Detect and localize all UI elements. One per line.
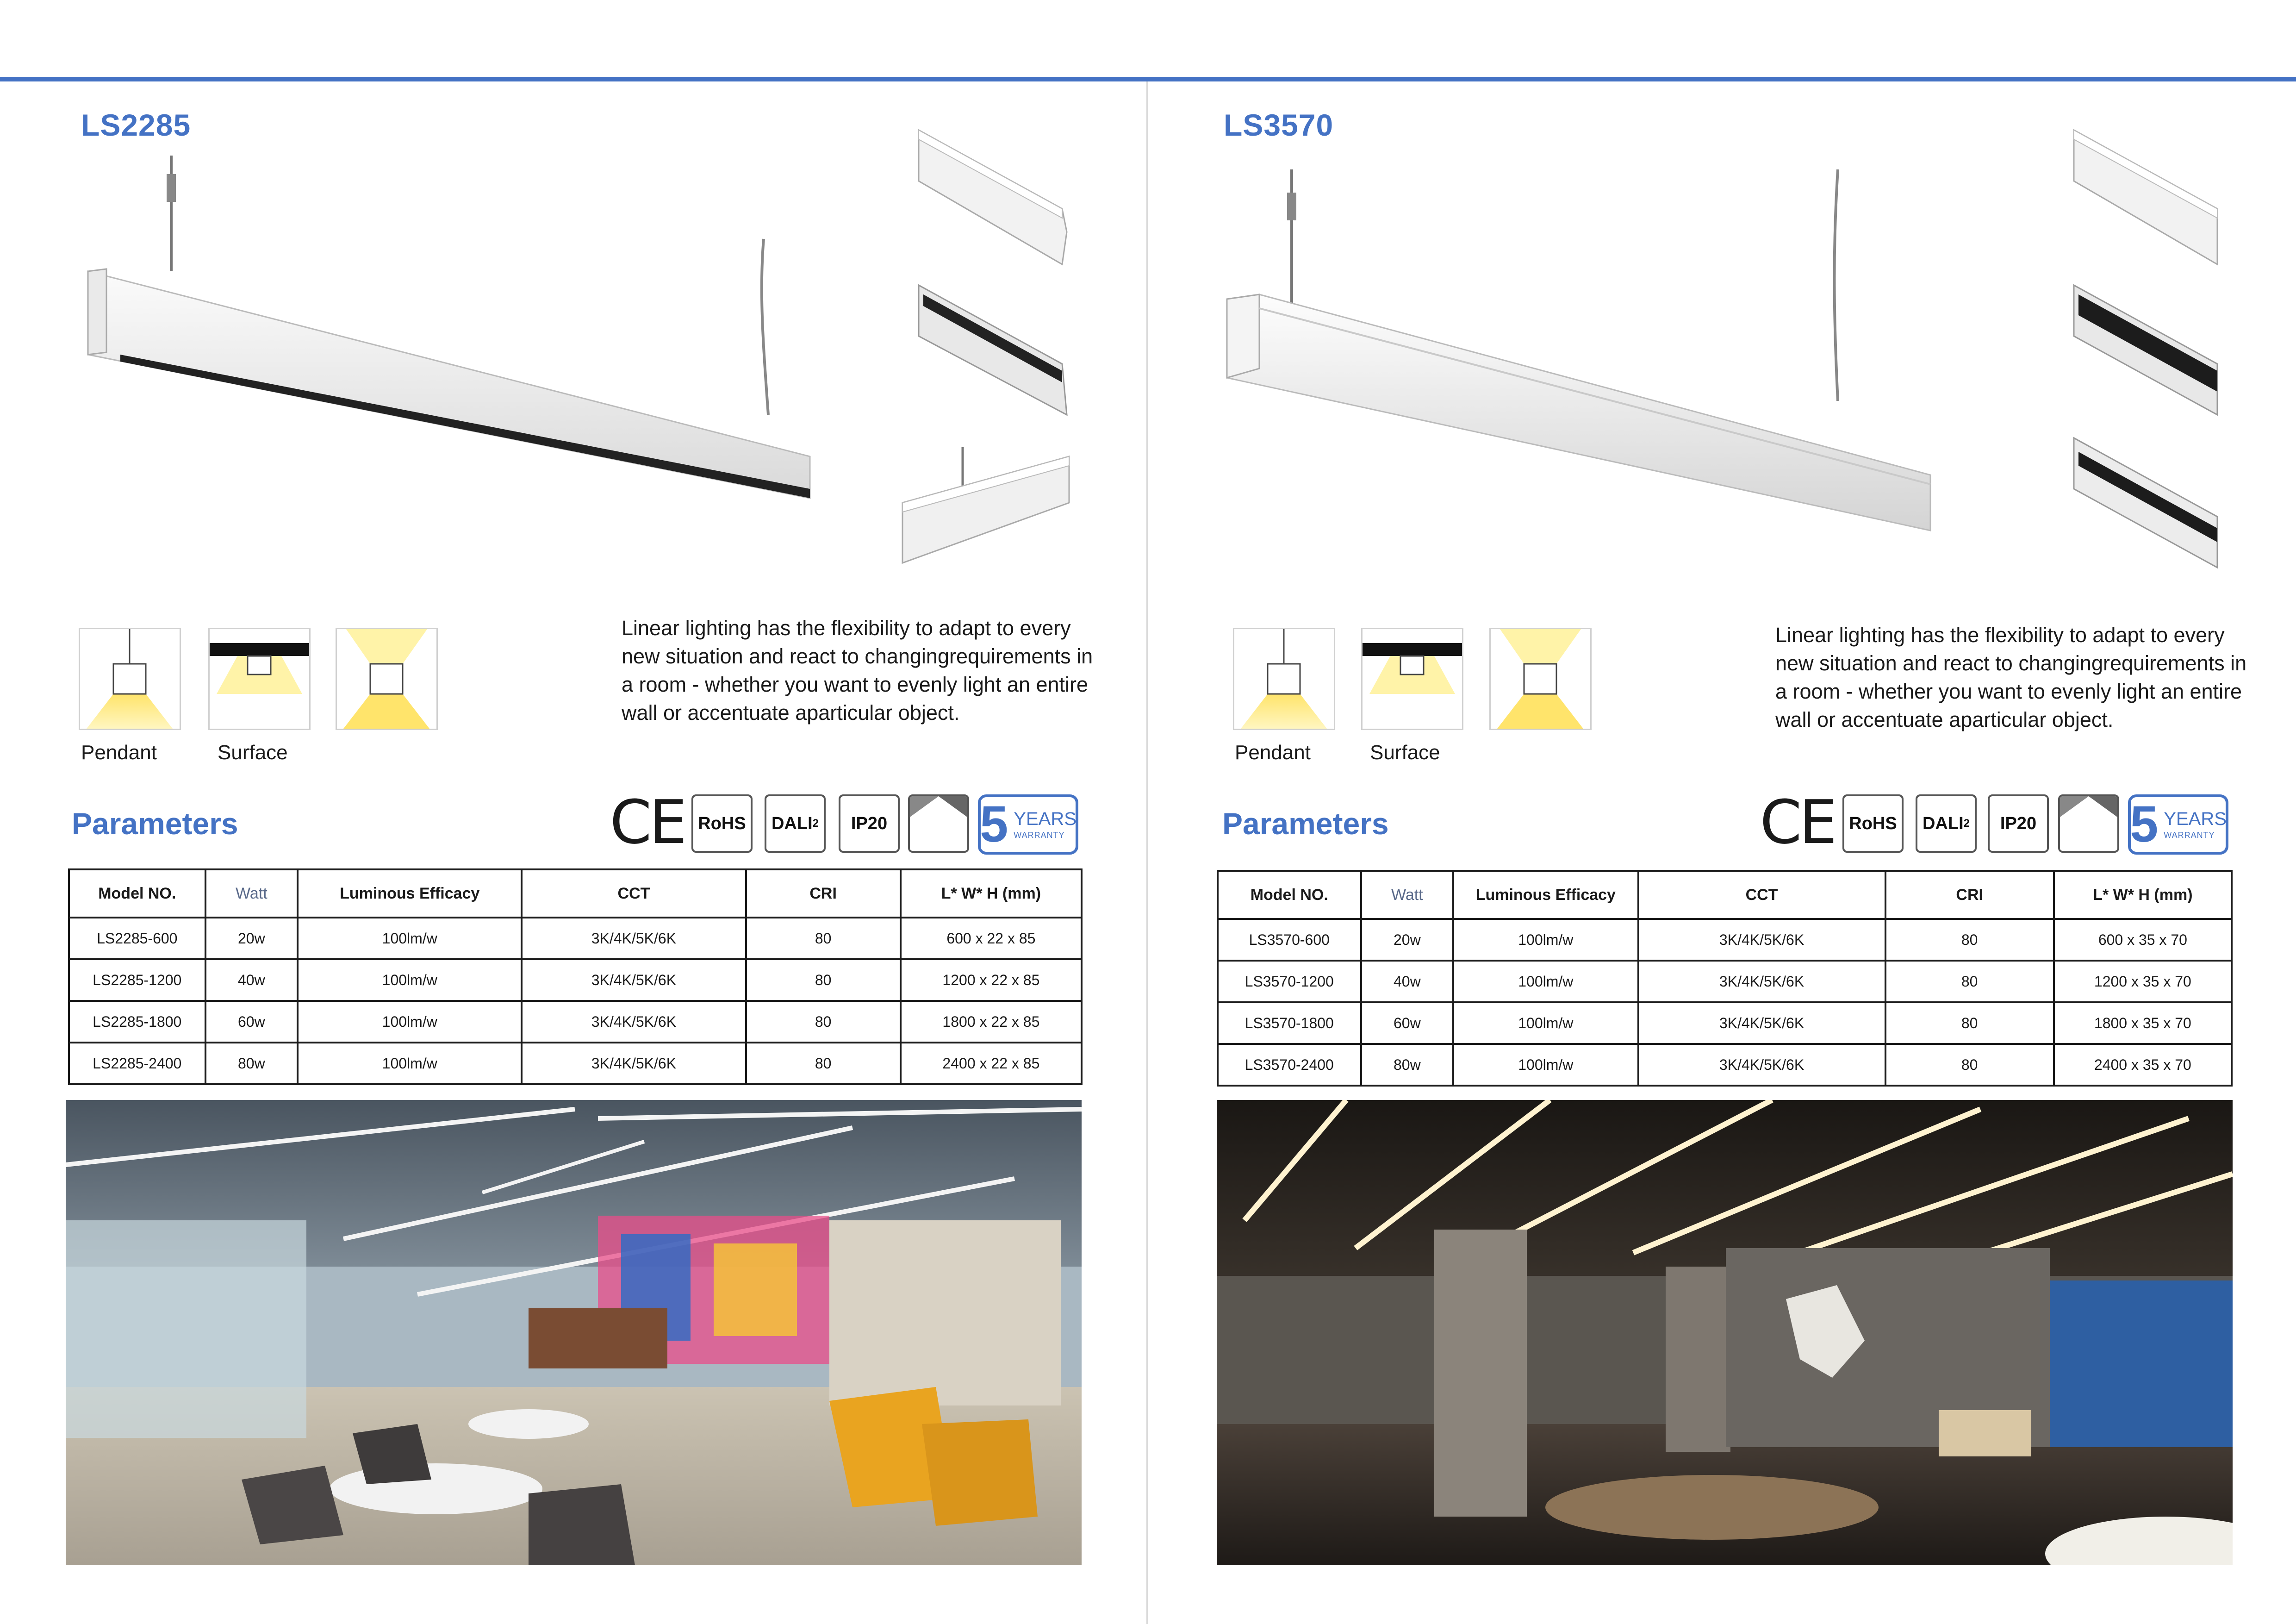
table-row [69, 1043, 1082, 1084]
cell-dimensions: 1800 x 35 x 70 [2054, 1002, 2232, 1044]
cell-cct: 3K/4K/5K/6K [522, 1043, 746, 1084]
warranty-number: 5 [2130, 796, 2159, 853]
product-main-image [1218, 169, 1958, 540]
warranty-badge [978, 794, 1078, 855]
header-rule [0, 77, 2296, 81]
table-row [1218, 1044, 2232, 1086]
table-row [69, 918, 1082, 959]
mount-pendant-icon [1233, 628, 1335, 730]
cell-efficacy: 100lm/w [1453, 961, 1638, 1002]
cell-watt: 40w [1361, 961, 1454, 1002]
cell-efficacy: 100lm/w [298, 918, 522, 959]
mount-updown-icon [1489, 628, 1592, 730]
cell-dimensions: 2400 x 35 x 70 [2054, 1044, 2232, 1086]
cell-model: LS2285-600 [69, 918, 205, 959]
mount-label-pendant: Pendant [1235, 741, 1311, 764]
cell-watt: 60w [205, 1001, 298, 1043]
header-efficacy: Luminous Efficacy [298, 869, 522, 918]
table-row [69, 959, 1082, 1001]
ip20-badge: IP20 [1988, 794, 2049, 853]
dali-sub: 2 [1963, 817, 1970, 830]
cell-cri: 80 [746, 959, 901, 1001]
thumb-profile-spots [2069, 276, 2227, 424]
cell-model: LS3570-600 [1218, 919, 1361, 961]
mount-updown-icon [336, 628, 438, 730]
header-watt: Watt [205, 869, 298, 918]
thumb-profile-grille [914, 276, 1071, 424]
dali-text: DALI [1922, 813, 1964, 833]
dali-badge [765, 794, 826, 853]
cell-dimensions: 600 x 35 x 70 [2054, 919, 2232, 961]
cell-dimensions: 2400 x 22 x 85 [901, 1043, 1082, 1084]
thumb-profile-top [2069, 125, 2227, 274]
cell-watt: 20w [205, 918, 298, 959]
dimmable-badge [2058, 794, 2119, 853]
header-cct: CCT [522, 869, 746, 918]
cell-cri: 80 [746, 918, 901, 959]
cell-watt: 80w [205, 1043, 298, 1084]
cell-dimensions: 600 x 22 x 85 [901, 918, 1082, 959]
cell-model: LS2285-1200 [69, 959, 205, 1001]
model-title: LS3570 [1224, 108, 1334, 142]
cell-efficacy: 100lm/w [298, 1001, 522, 1043]
office-interior-photo [66, 1100, 1082, 1565]
cell-model: LS2285-1800 [69, 1001, 205, 1043]
mount-label-surface: Surface [218, 741, 288, 764]
header-dimensions: L* W* H (mm) [2054, 871, 2232, 919]
cell-cri: 80 [746, 1001, 901, 1043]
cell-cri: 80 [746, 1043, 901, 1084]
cell-efficacy: 100lm/w [298, 959, 522, 1001]
parameters-title: Parameters [1222, 806, 1389, 841]
cell-watt: 80w [1361, 1044, 1454, 1086]
mount-label-pendant: Pendant [81, 741, 157, 764]
mount-surface-icon [1361, 628, 1463, 730]
mount-label-surface: Surface [1370, 741, 1440, 764]
header-dimensions: L* W* H (mm) [901, 869, 1082, 918]
header-watt: Watt [1361, 871, 1454, 919]
header-cri: CRI [746, 869, 901, 918]
cell-cct: 3K/4K/5K/6K [522, 1001, 746, 1043]
rohs-badge: RoHS [1842, 794, 1904, 853]
cell-cri: 80 [1885, 961, 2054, 1002]
parameters-table [68, 868, 1083, 1085]
table-row [1218, 1002, 2232, 1044]
parameters-title: Parameters [72, 806, 238, 841]
ce-mark: CE [610, 787, 684, 857]
header-model: Model NO. [69, 869, 205, 918]
page-ls3570 [1148, 81, 2296, 1624]
header-efficacy: Luminous Efficacy [1453, 871, 1638, 919]
cell-cct: 3K/4K/5K/6K [1638, 961, 1885, 1002]
description: Linear lighting has the flexibility to adapt to every new situation and react to changingrequirements in a room - whether you want to evenly light an entire wall or accentuate aparticular object. [622, 616, 1093, 725]
page-ls2285 [0, 81, 1148, 1624]
table-row [1218, 961, 2232, 1002]
cell-efficacy: 100lm/w [298, 1043, 522, 1084]
cell-cct: 3K/4K/5K/6K [1638, 919, 1885, 961]
cell-model: LS3570-1200 [1218, 961, 1361, 1002]
cell-dimensions: 1800 x 22 x 85 [901, 1001, 1082, 1043]
dali-text: DALI [771, 813, 813, 833]
table-header-row [1218, 871, 2232, 919]
table-row [69, 1001, 1082, 1043]
parameters-table [1217, 870, 2233, 1087]
header-model: Model NO. [1218, 871, 1361, 919]
thumb-profile-suspension [898, 447, 1074, 586]
cell-cri: 80 [1885, 1044, 2054, 1086]
thumb-profile-linear-spots [2069, 429, 2227, 577]
dali-badge [1916, 794, 1977, 853]
ce-mark: CE [1760, 787, 1835, 857]
dimmable-badge [908, 794, 969, 853]
warranty-word: WARRANTY [2164, 831, 2215, 840]
warranty-word: WARRANTY [1014, 831, 1065, 840]
header-cri: CRI [1885, 871, 2054, 919]
cell-model: LS3570-1800 [1218, 1002, 1361, 1044]
cell-watt: 40w [205, 959, 298, 1001]
cell-efficacy: 100lm/w [1453, 1002, 1638, 1044]
header-cct: CCT [1638, 871, 1885, 919]
warranty-number: 5 [980, 796, 1008, 853]
thumb-profile-top [914, 125, 1071, 278]
cell-cct: 3K/4K/5K/6K [1638, 1002, 1885, 1044]
cell-model: LS2285-2400 [69, 1043, 205, 1084]
dali-sub: 2 [812, 817, 819, 830]
cell-cri: 80 [1885, 919, 2054, 961]
mount-surface-icon [208, 628, 311, 730]
cell-watt: 20w [1361, 919, 1454, 961]
model-title: LS2285 [81, 108, 191, 142]
cell-cct: 3K/4K/5K/6K [1638, 1044, 1885, 1086]
cell-watt: 60w [1361, 1002, 1454, 1044]
warranty-badge [2128, 794, 2228, 855]
cell-cri: 80 [1885, 1002, 2054, 1044]
cell-model: LS3570-2400 [1218, 1044, 1361, 1086]
cell-cct: 3K/4K/5K/6K [522, 918, 746, 959]
warranty-years: YEARS [2164, 809, 2227, 829]
table-row [1218, 919, 2232, 961]
table-header-row [69, 869, 1082, 918]
cell-efficacy: 100lm/w [1453, 919, 1638, 961]
ip20-badge: IP20 [839, 794, 900, 853]
warranty-years: YEARS [1014, 809, 1076, 829]
description: Linear lighting has the flexibility to adapt to every new situation and react to changingrequirements in a room - whether you want to evenly light an entire wall or accentuate aparticular object. [1775, 623, 2247, 731]
rohs-badge: RoHS [691, 794, 753, 853]
cell-dimensions: 1200 x 35 x 70 [2054, 961, 2232, 1002]
product-main-image [79, 156, 828, 507]
restaurant-interior-photo [1217, 1100, 2233, 1565]
mount-pendant-icon [79, 628, 181, 730]
cell-efficacy: 100lm/w [1453, 1044, 1638, 1086]
cell-dimensions: 1200 x 22 x 85 [901, 959, 1082, 1001]
cell-cct: 3K/4K/5K/6K [522, 959, 746, 1001]
